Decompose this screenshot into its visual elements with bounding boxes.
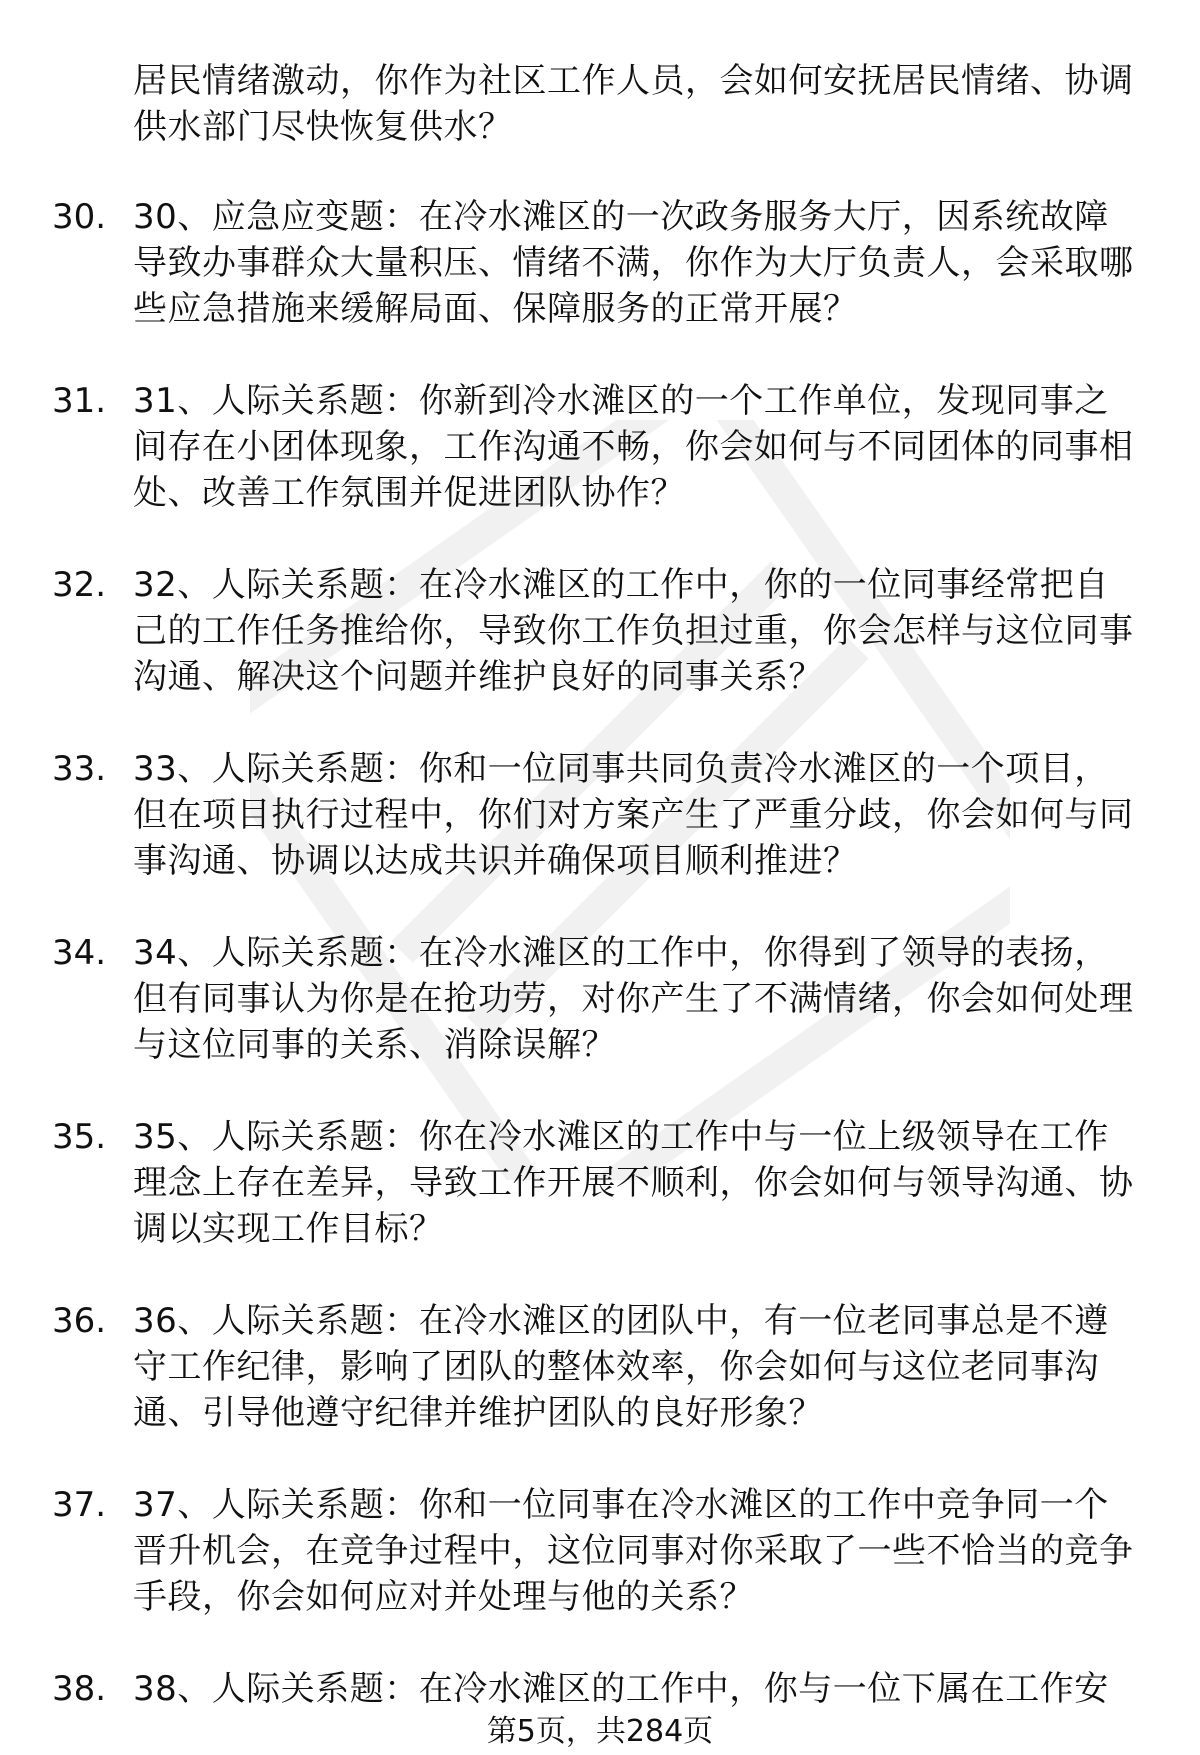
question-item — [0, 378, 1200, 562]
question-list — [0, 194, 1200, 1726]
question-text: 35、人际关系题：你在冷水滩区的工作中与一位上级领导在工作理念上存在差异，导致工作开展不顺利，你会如何与领导沟通、协调以实现工作目标？ — [133, 1117, 1134, 1249]
question-number: 31. — [52, 381, 107, 421]
question-number: 37. — [52, 1485, 107, 1525]
question-number: 32. — [52, 565, 107, 605]
question-text: 37、人际关系题：你和一位同事在冷水滩区的工作中竞争同一个晋升机会，在竞争过程中，这位同事对你采取了一些不恰当的竞争手段，你会如何应对并处理与他的关系？ — [133, 1485, 1134, 1617]
question-item — [0, 746, 1200, 930]
question-item — [0, 1298, 1200, 1482]
question-text: 30、应急应变题：在冷水滩区的一次政务服务大厅，因系统故障导致办事群众大量积压、情绪不满，你作为大厅负责人，会采取哪些应急措施来缓解局面、保障服务的正常开展？ — [133, 197, 1134, 329]
question-item — [0, 1114, 1200, 1298]
question-number: 34. — [52, 933, 107, 973]
continued-paragraph: 居民情绪激动，你作为社区工作人员，会如何安抚居民情绪、协调供水部门尽快恢复供水？ — [133, 61, 1134, 147]
question-item — [0, 562, 1200, 746]
question-text: 33、人际关系题：你和一位同事共同负责冷水滩区的一个项目，但在项目执行过程中，你们对方案产生了严重分歧，你会如何与同事沟通、协调以达成共识并确保项目顺利推进？ — [133, 749, 1134, 881]
question-item — [0, 194, 1200, 378]
question-number: 38. — [52, 1669, 107, 1709]
question-item — [0, 1482, 1200, 1666]
question-number: 30. — [52, 197, 107, 237]
question-text: 32、人际关系题：在冷水滩区的工作中，你的一位同事经常把自己的工作任务推给你，导致你工作负担过重，你会怎样与这位同事沟通、解决这个问题并维护良好的同事关系？ — [133, 565, 1134, 697]
question-item — [0, 930, 1200, 1114]
page-number-footer: 第5页，共284页 — [486, 1714, 714, 1749]
question-text: 38、人际关系题：在冷水滩区的工作中，你与一位下属在工作安 — [133, 1669, 1109, 1709]
question-text: 31、人际关系题：你新到冷水滩区的一个工作单位，发现同事之间存在小团体现象，工作沟通不畅，你会如何与不同团体的同事相处、改善工作氛围并促进团队协作？ — [133, 381, 1134, 513]
question-text: 36、人际关系题：在冷水滩区的团队中，有一位老同事总是不遵守工作纪律，影响了团队的整体效率，你会如何与这位老同事沟通、引导他遵守纪律并维护团队的良好形象？ — [133, 1301, 1109, 1433]
question-number: 36. — [52, 1301, 107, 1341]
question-number: 33. — [52, 749, 107, 789]
question-number: 35. — [52, 1117, 107, 1157]
question-text: 34、人际关系题：在冷水滩区的工作中，你得到了领导的表扬，但有同事认为你是在抢功劳，对你产生了不满情绪，你会如何处理与这位同事的关系、消除误解？ — [133, 933, 1134, 1065]
